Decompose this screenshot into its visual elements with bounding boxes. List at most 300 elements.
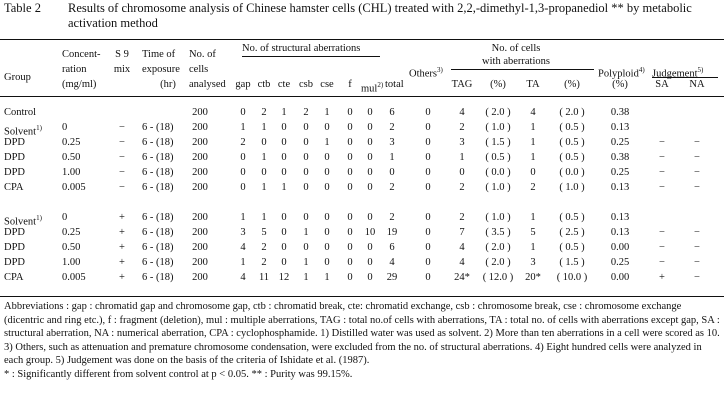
cell-s9-text: + [119, 212, 125, 223]
cell-group-text: CPA [4, 272, 24, 283]
cell-csb [303, 272, 308, 284]
cell-cse [324, 257, 329, 269]
cell-cells-text: 200 [192, 122, 208, 133]
cell-cells-text: 200 [192, 152, 208, 163]
cell-gap [240, 257, 245, 269]
cell-f [347, 212, 352, 224]
cell-tagp [485, 242, 510, 254]
header-struct: No. of structural aberrations [242, 43, 361, 54]
cell-cte [281, 137, 286, 149]
cell-cse-text: 0 [324, 167, 330, 178]
cell-csb [303, 137, 308, 149]
cell-f [347, 107, 352, 119]
cell-ctb-text: 2 [261, 242, 267, 253]
cell-cells-text: 200 [192, 107, 208, 118]
header-na: NA [689, 79, 705, 90]
cell-csb [303, 152, 308, 164]
cell-others [425, 227, 430, 239]
cell-cells [192, 182, 208, 194]
struct-underline [242, 56, 380, 57]
cell-cse [324, 107, 329, 119]
cell-f-text: 0 [347, 122, 353, 133]
cell-f-text: 0 [347, 212, 353, 223]
cell-csb-text: 0 [303, 152, 309, 163]
cell-gap-text: 1 [240, 212, 246, 223]
cell-f [347, 152, 352, 164]
cell-csb-text: 1 [303, 257, 309, 268]
cell-ctb [261, 122, 266, 134]
cell-sa [659, 242, 665, 254]
cell-poly [611, 242, 629, 254]
cell-ctb-text: 1 [261, 122, 267, 133]
header-conc-1: Concent- [62, 49, 101, 60]
cell-total-text: 6 [389, 107, 395, 118]
cell-tap [559, 152, 584, 164]
header-cte: cte [277, 79, 291, 90]
cell-mul-text: 10 [364, 227, 376, 238]
cell-group-text: Solvent [4, 216, 37, 228]
cell-cse [324, 122, 329, 134]
cell-na-text: − [694, 182, 700, 193]
cell-ta [530, 182, 535, 194]
cell-f-text: 0 [347, 272, 353, 283]
cell-cells [192, 257, 208, 269]
cell-group [4, 242, 25, 254]
cell-mul-text: 0 [367, 152, 373, 163]
cell-sa [659, 227, 665, 239]
footnote-abbreviations: Abbreviations : gap : chromatid gap and chromosome gap, ctb : chromatid break, cte: chromatid exchange, csb : chromosome break, cse : chromosome exchange (dicentric and ring etc.), f : fragment (deletion), mul : multiple aberrations, TAG : total no.of cells with aberrations, TA : total no. of cells with aberrations except gap, SA : structural aberration, NA : numerical aberration, CPA : cyclophosphamide. 1) Distilled water was used as solvent. 2) More than ten aberrations in a cell were scored as 10. 3) Others, such as attenuation and premature chromosome condensation, were excluded from the no. of structural aberrations. 4) Eight hundred cells were analyzed in each group. 5) Judgement was done on the basis of the criteria of Ishidate et al. (1987). [4, 301, 720, 367]
cell-total-text: 19 [386, 227, 398, 238]
cell-group [4, 137, 25, 149]
cell-s9 [119, 257, 125, 269]
header-others [409, 64, 443, 81]
cell-s9-text: + [119, 257, 125, 268]
cell-mul [367, 272, 372, 284]
cell-group-text: DPD [4, 242, 26, 253]
cell-gap-text: 2 [240, 137, 246, 148]
cell-cse [324, 137, 329, 149]
cell-tap [557, 272, 588, 284]
cell-csb-text: 1 [303, 272, 309, 283]
cell-cte-text: 0 [281, 227, 287, 238]
cell-total-text: 29 [386, 272, 398, 283]
cell-cse-text: 0 [324, 182, 330, 193]
cell-tap-text: ( 10.0 ) [556, 272, 588, 283]
cell-poly [611, 227, 629, 239]
cell-conc [62, 212, 67, 224]
cell-sa-text: − [659, 257, 665, 268]
cell-tagp [485, 167, 510, 179]
cell-tagp-text: ( 3.5 ) [485, 227, 511, 238]
cell-tap-text: ( 2.0 ) [559, 107, 585, 118]
cell-tagp-text: ( 2.0 ) [485, 257, 511, 268]
cell-mul [367, 257, 372, 269]
cell-others-text: 0 [425, 182, 431, 193]
cell-tag [459, 212, 464, 224]
cell-cte-text: 0 [281, 137, 287, 148]
cell-poly [611, 122, 629, 134]
cell-total [389, 182, 394, 194]
cell-s9 [119, 242, 125, 254]
cell-tagp-text: ( 1.0 ) [485, 212, 511, 223]
cell-na [694, 272, 700, 284]
cell-cells [192, 227, 208, 239]
cell-tag [459, 257, 464, 269]
cell-cte-text: 0 [281, 212, 287, 223]
cell-poly-text: 0.13 [610, 122, 630, 133]
cell-cells [192, 242, 208, 254]
cell-tagp-text: ( 2.0 ) [485, 242, 511, 253]
cell-cte [281, 152, 286, 164]
cell-group-sup: 1) [36, 124, 42, 132]
cell-ta-text: 5 [530, 227, 536, 238]
cell-poly-text: 0.25 [610, 257, 630, 268]
cell-cse [324, 182, 329, 194]
cell-cse-text: 0 [324, 257, 330, 268]
cell-cells [192, 152, 208, 164]
cell-cte-text: 1 [281, 182, 287, 193]
cell-sa-text: − [659, 167, 665, 178]
cell-others [425, 107, 430, 119]
cell-cells-text: 200 [192, 167, 208, 178]
cell-poly-text: 0.13 [610, 212, 630, 223]
cell-conc [62, 227, 80, 239]
cell-tap-text: ( 0.0 ) [559, 167, 585, 178]
cell-cte [281, 257, 286, 269]
header-time-1: Time of [142, 49, 176, 60]
bottom-rule [0, 296, 724, 297]
cell-na-text: − [694, 167, 700, 178]
cell-cells-text: 200 [192, 272, 208, 283]
cell-total [389, 152, 394, 164]
cell-ctb-text: 0 [261, 167, 267, 178]
cell-tag-text: 2 [459, 182, 465, 193]
cell-conc-text: 0.25 [62, 137, 81, 148]
cell-sa-text: − [659, 242, 665, 253]
header-mix: mix [113, 64, 131, 75]
cell-s9 [119, 167, 125, 179]
cell-time-text: 6 - (18) [142, 182, 174, 193]
cell-tag-text: 4 [459, 242, 465, 253]
cell-gap [240, 167, 245, 179]
cell-gap [240, 272, 245, 284]
cell-mul [367, 122, 372, 134]
cell-cse [324, 152, 329, 164]
cell-mul [367, 152, 372, 164]
cell-total [389, 137, 394, 149]
cell-group-text: DPD [4, 152, 26, 163]
cell-mul-text: 0 [367, 122, 373, 133]
cell-tag-text: 3 [459, 137, 465, 148]
header-gap: gap [235, 79, 251, 90]
cell-f-text: 0 [347, 182, 353, 193]
cell-tap [559, 167, 584, 179]
cell-poly [611, 137, 629, 149]
cell-conc-text: 0.50 [62, 152, 81, 163]
cell-cte-text: 0 [281, 122, 287, 133]
cell-csb [303, 182, 308, 194]
cell-ctb-text: 2 [261, 257, 267, 268]
header-s9: S 9 [115, 49, 129, 60]
cell-time [142, 272, 174, 284]
cell-time [142, 152, 174, 164]
cell-poly-text: 0.00 [610, 242, 630, 253]
cell-others [425, 182, 430, 194]
cell-csb-text: 0 [303, 137, 309, 148]
cell-cte [279, 272, 290, 284]
cell-tap [559, 257, 584, 269]
cell-conc [62, 182, 86, 194]
cell-cse-text: 1 [324, 107, 330, 118]
cell-ctb [261, 212, 266, 224]
cell-conc-text: 0 [62, 212, 68, 223]
cell-ctb-text: 11 [258, 272, 270, 283]
cell-tag [459, 122, 464, 134]
cell-group [4, 107, 36, 119]
cell-total-text: 2 [389, 182, 395, 193]
header-tag-pct: (%) [490, 79, 506, 90]
cell-tag [454, 272, 470, 284]
cell-cte-text: 0 [281, 257, 287, 268]
cell-na [694, 257, 700, 269]
header-time-3: (hr) [160, 79, 176, 90]
cell-sa-text: − [659, 227, 665, 238]
cell-ta [525, 272, 541, 284]
cell-total-text: 1 [389, 152, 395, 163]
cell-tap-text: ( 0.5 ) [559, 152, 585, 163]
cell-s9 [119, 137, 125, 149]
cell-conc-text: 0.005 [62, 182, 86, 193]
cell-cells-text: 200 [192, 257, 208, 268]
cell-poly-text: 0.25 [610, 137, 630, 148]
cell-ta-text: 0 [530, 167, 536, 178]
cell-conc [62, 242, 80, 254]
header-others-text: Others [409, 68, 437, 80]
cell-group [4, 167, 25, 179]
header-polyploid-text: Polyploid [598, 68, 639, 80]
cell-total-text: 4 [389, 257, 395, 268]
cell-mul [367, 107, 372, 119]
cell-conc-text: 0 [62, 122, 68, 133]
cell-tagp [485, 227, 510, 239]
cell-ta [530, 122, 535, 134]
cell-mul-text: 0 [367, 257, 373, 268]
cell-others-text: 0 [425, 272, 431, 283]
cell-cse [324, 227, 329, 239]
cell-cells-text: 200 [192, 182, 208, 193]
cell-cells-text: 200 [192, 242, 208, 253]
cell-ta [530, 227, 535, 239]
cell-others-text: 0 [425, 212, 431, 223]
cell-time-text: 6 - (18) [142, 137, 174, 148]
cell-s9-text: − [119, 152, 125, 163]
cell-na [694, 182, 700, 194]
cell-ta [530, 257, 535, 269]
cell-group-text: DPD [4, 227, 26, 238]
cell-gap-text: 0 [240, 182, 246, 193]
cell-ctb [261, 257, 266, 269]
cell-tag [459, 182, 464, 194]
cell-ctb [261, 152, 266, 164]
cell-f [347, 257, 352, 269]
cell-tagp-text: ( 1.0 ) [485, 182, 511, 193]
cell-f-text: 0 [347, 152, 353, 163]
cell-na-text: − [694, 257, 700, 268]
cell-ta [530, 212, 535, 224]
cell-tag [459, 242, 464, 254]
cell-total-text: 3 [389, 137, 395, 148]
cell-gap-text: 0 [240, 167, 246, 178]
cell-sa [659, 272, 665, 284]
cell-csb [303, 257, 308, 269]
cell-mul-text: 0 [367, 212, 373, 223]
cell-tagp-text: ( 2.0 ) [485, 107, 511, 118]
cell-na [694, 152, 700, 164]
cell-sa [659, 182, 665, 194]
header-ctb: ctb [257, 79, 271, 90]
cell-group-sup: 1) [36, 214, 42, 222]
cell-s9-text: + [119, 272, 125, 283]
cell-tap [559, 107, 584, 119]
cell-cells [192, 137, 208, 149]
header-nocells-2: with aberrations [482, 56, 550, 67]
cell-group-text: DPD [4, 137, 26, 148]
cell-tagp [485, 182, 510, 194]
cell-conc-text: 0.005 [62, 272, 86, 283]
cell-s9-text: + [119, 242, 125, 253]
header-csb: csb [299, 79, 313, 90]
cell-csb [303, 167, 308, 179]
cell-tag-text: 1 [459, 152, 465, 163]
cell-tagp [485, 122, 510, 134]
cell-tag-text: 4 [459, 107, 465, 118]
cell-tagp-text: ( 1.0 ) [485, 122, 511, 133]
cell-cte [281, 227, 286, 239]
cell-sa-text: + [659, 272, 665, 283]
cell-tagp [485, 212, 510, 224]
header-cells-1: No. of [189, 49, 216, 60]
cell-gap [240, 212, 245, 224]
cell-na [694, 242, 700, 254]
cell-conc [62, 272, 86, 284]
cell-ctb-text: 1 [261, 212, 267, 223]
cell-mul-text: 0 [367, 167, 373, 178]
cell-total [387, 227, 398, 239]
cell-gap-text: 0 [240, 152, 246, 163]
cell-ta-text: 1 [530, 137, 536, 148]
cell-cse-text: 0 [324, 242, 330, 253]
cell-others-text: 0 [425, 242, 431, 253]
cell-cte [281, 107, 286, 119]
cell-tap-text: ( 0.5 ) [559, 122, 585, 133]
cell-others-text: 0 [425, 137, 431, 148]
cell-poly-text: 0.00 [610, 272, 630, 283]
cell-others-text: 0 [425, 122, 431, 133]
cell-cse-text: 0 [324, 122, 330, 133]
cell-time [142, 182, 174, 194]
cell-time-text: 6 - (18) [142, 272, 174, 283]
cell-f [347, 272, 352, 284]
cell-conc [62, 167, 80, 179]
cell-gap [240, 152, 245, 164]
header-cse: cse [320, 79, 334, 90]
header-mul-sup: 2) [377, 81, 384, 89]
cell-csb-text: 0 [303, 242, 309, 253]
header-ta-pct: (%) [564, 79, 580, 90]
cell-group-text: CPA [4, 182, 24, 193]
cell-tag-text: 24* [454, 272, 470, 283]
cell-cse-text: 0 [324, 227, 330, 238]
header-polyploid-sup: 4) [638, 66, 645, 74]
cell-sa-text: − [659, 152, 665, 163]
cell-gap-text: 1 [240, 122, 246, 133]
cell-cte [281, 122, 286, 134]
cell-cte [281, 167, 286, 179]
cell-total [389, 257, 394, 269]
cell-s9-text: − [119, 167, 125, 178]
header-sa: SA [655, 79, 669, 90]
cell-mul-text: 0 [367, 242, 373, 253]
cell-group [4, 257, 25, 269]
cell-csb-text: 0 [303, 182, 309, 193]
cell-cells-text: 200 [192, 212, 208, 223]
cell-cte [281, 212, 286, 224]
cell-mul [365, 227, 376, 239]
cell-csb-text: 0 [303, 212, 309, 223]
cell-cse-text: 0 [324, 212, 330, 223]
header-judgement-sup: 5) [697, 66, 704, 74]
cell-tag-text: 4 [459, 257, 465, 268]
cell-cse-text: 1 [324, 137, 330, 148]
cell-time-text: 6 - (18) [142, 242, 174, 253]
cell-mul [367, 242, 372, 254]
cell-na-text: − [694, 227, 700, 238]
cell-poly-text: 0.13 [610, 182, 630, 193]
cell-tag [459, 167, 464, 179]
cell-poly [611, 167, 629, 179]
cell-poly-text: 0.25 [610, 167, 630, 178]
cell-ctb-text: 2 [261, 107, 267, 118]
cell-sa-text: − [659, 137, 665, 148]
cell-na-text: − [694, 242, 700, 253]
caption-text: Results of chromosome analysis of Chinese hamster cells (CHL) treated with 2,2,-dimethyl-1,3-propanediol ** by metabolic activation method [68, 1, 692, 30]
cell-cte [281, 242, 286, 254]
cell-poly-text: 0.38 [610, 152, 630, 163]
cell-cse [324, 167, 329, 179]
cell-time [142, 257, 174, 269]
cell-cse-text: 1 [324, 272, 330, 283]
header-cells-3: analysed [189, 79, 226, 90]
cell-gap [240, 227, 245, 239]
cell-ta-text: 1 [530, 122, 536, 133]
cell-others-text: 0 [425, 152, 431, 163]
cell-gap [240, 137, 245, 149]
cell-cse [324, 212, 329, 224]
cell-s9-text: + [119, 227, 125, 238]
cell-tap-text: ( 1.0 ) [559, 182, 585, 193]
cell-cse [324, 242, 329, 254]
cell-csb-text: 2 [303, 107, 309, 118]
header-rule [0, 96, 724, 97]
cell-gap [240, 122, 245, 134]
cell-tagp [485, 257, 510, 269]
cell-na [694, 167, 700, 179]
cell-f [347, 167, 352, 179]
cell-conc [62, 137, 80, 149]
cell-tagp [485, 152, 510, 164]
cell-ta [530, 107, 535, 119]
cell-tag [459, 107, 464, 119]
